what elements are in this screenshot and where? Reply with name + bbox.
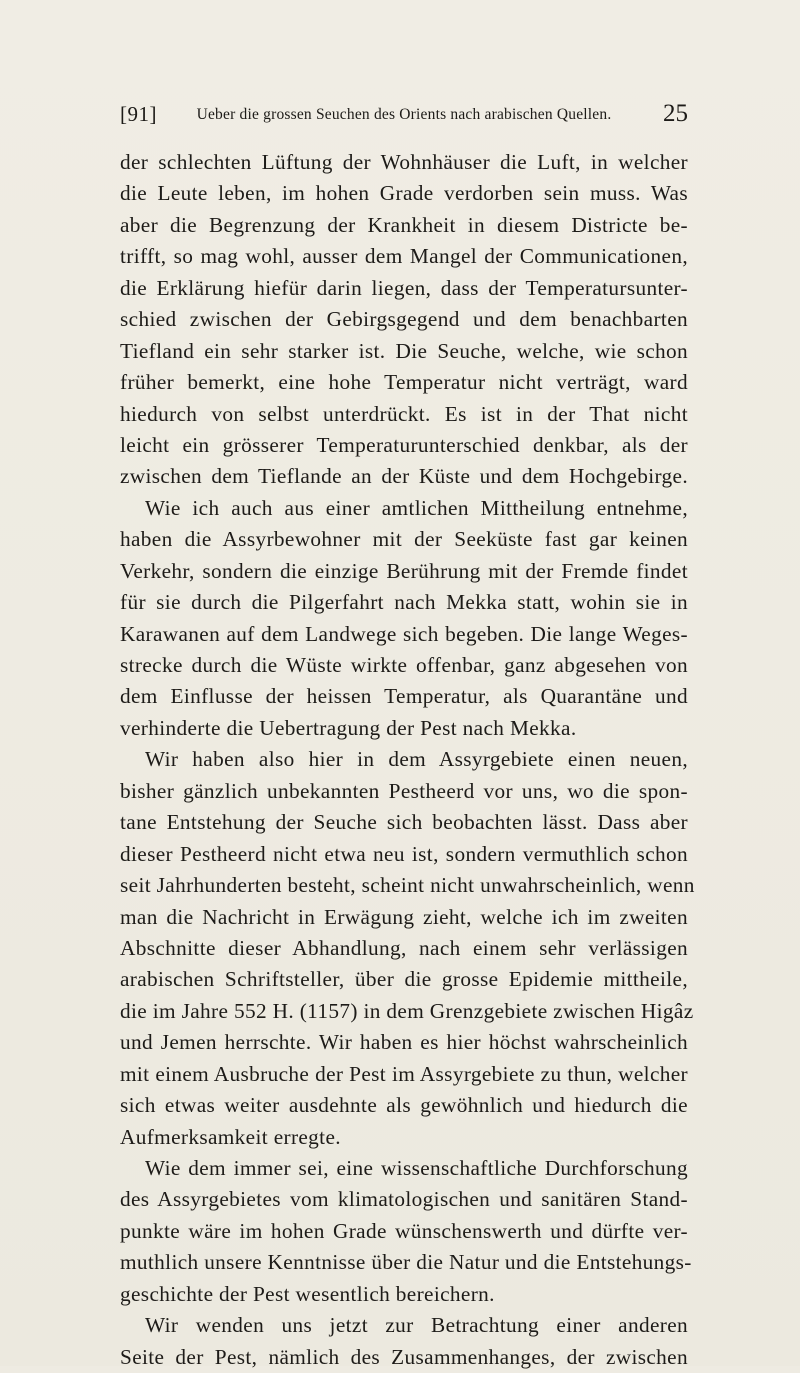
text-line: des Assyrgebietes vom klimatologischen und sanitären Stand- bbox=[120, 1187, 688, 1212]
text-line: Verkehr, sondern die einzige Berührung mit der Fremde findet bbox=[120, 558, 688, 583]
text-line: die Erklärung hiefür darin liegen, dass der Temperatursunter- bbox=[120, 275, 688, 300]
text-line: man die Nachricht in Erwägung zieht, welche ich im zweiten bbox=[120, 904, 688, 929]
text-line: Abschnitte dieser Abhandlung, nach einem sehr verlässigen bbox=[120, 935, 688, 960]
text-line: Karawanen auf dem Landwege sich begeben. Die lange Weges- bbox=[120, 621, 688, 646]
text-line: für sie durch die Pilgerfahrt nach Mekka statt, wohin sie in bbox=[120, 590, 688, 615]
text-line: bisher gänzlich unbekannten Pestheerd vor uns, wo die spon- bbox=[120, 778, 688, 803]
text-line: der schlechten Lüftung der Wohnhäuser die Luft, in welcher bbox=[120, 150, 688, 174]
page-number: 25 bbox=[663, 100, 688, 127]
text-line: dieser Pestheerd nicht etwa neu ist, sondern vermuthlich schon bbox=[120, 841, 688, 866]
page-number-bracketed: [91] bbox=[120, 102, 157, 126]
running-title: Ueber die grossen Seuchen des Orients nach arabischen Quellen. bbox=[196, 106, 612, 123]
text-line: Tiefland ein sehr starker ist. Die Seuche, welche, wie schon bbox=[120, 338, 688, 363]
text-line: tane Entstehung der Seuche sich beobachten lässt. Dass aber bbox=[120, 810, 688, 835]
text-line: Wir haben also hier in dem Assyrgebiete einen neuen, bbox=[145, 747, 688, 772]
text-line: seit Jahrhunderten besteht, scheint nicht unwahrscheinlich, wenn bbox=[120, 873, 695, 898]
text-line: verhinderte die Uebertragung der Pest nach Mekka. bbox=[120, 715, 577, 740]
text-line: und Jemen herrschte. Wir haben es hier höchst wahrscheinlich bbox=[120, 1030, 688, 1055]
text-line: Wie ich auch aus einer amtlichen Mittheilung entnehme, bbox=[145, 495, 688, 520]
text-line: geschichte der Pest wesentlich bereichern. bbox=[120, 1281, 495, 1306]
text-line: haben die Assyrbewohner mit der Seeküste fast gar keinen bbox=[120, 527, 688, 552]
text-line: leicht ein grösserer Temperaturunterschied denkbar, als der bbox=[120, 432, 688, 457]
page-header bbox=[120, 100, 688, 134]
text-line: zwischen dem Tieflande an der Küste und dem Hochgebirge. bbox=[120, 464, 688, 489]
text-line: trifft, so mag wohl, ausser dem Mangel der Communicationen, bbox=[120, 244, 688, 269]
text-line: sich etwas weiter ausdehnte als gewöhnlich und hiedurch die bbox=[120, 1093, 688, 1118]
text-line: die Leute leben, im hohen Grade verdorben sein muss. Was bbox=[120, 181, 688, 206]
text-line: früher bemerkt, eine hohe Temperatur nicht verträgt, ward bbox=[120, 370, 688, 395]
text-line: schied zwischen der Gebirgsgegend und dem benachbarten bbox=[120, 307, 688, 332]
text-line: Wie dem immer sei, eine wissenschaftliche Durchforschung bbox=[145, 1156, 688, 1180]
text-line: punkte wäre im hohen Grade wünschenswerth und dürfte ver- bbox=[120, 1218, 688, 1243]
text-line: aber die Begrenzung der Krankheit in diesem Districte be- bbox=[120, 212, 688, 237]
text-line: dem Einflusse der heissen Temperatur, als Quarantäne und bbox=[120, 684, 688, 709]
text-line: hiedurch von selbst unterdrückt. Es ist in der That nicht bbox=[120, 401, 688, 426]
text-line: arabischen Schriftsteller, über die grosse Epidemie mittheile, bbox=[120, 967, 688, 992]
text-line: mit einem Ausbruche der Pest im Assyrgebiete zu thun, welcher bbox=[120, 1061, 688, 1086]
text-line: muthlich unsere Kenntnisse über die Natur und die Entstehungs- bbox=[120, 1250, 692, 1275]
text-line: Wir wenden uns jetzt zur Betrachtung einer anderen bbox=[145, 1313, 688, 1338]
text-line: Aufmerksamkeit erregte. bbox=[120, 1124, 341, 1149]
text-line: die im Jahre 552 H. (1157) in dem Grenzgebiete zwischen Higâz bbox=[120, 998, 694, 1023]
text-line: Seite der Pest, nämlich des Zusammenhanges, der zwischen bbox=[120, 1344, 688, 1369]
text-line: strecke durch die Wüste wirkte offenbar, ganz abgesehen von bbox=[120, 653, 688, 677]
body-text bbox=[120, 147, 695, 1373]
